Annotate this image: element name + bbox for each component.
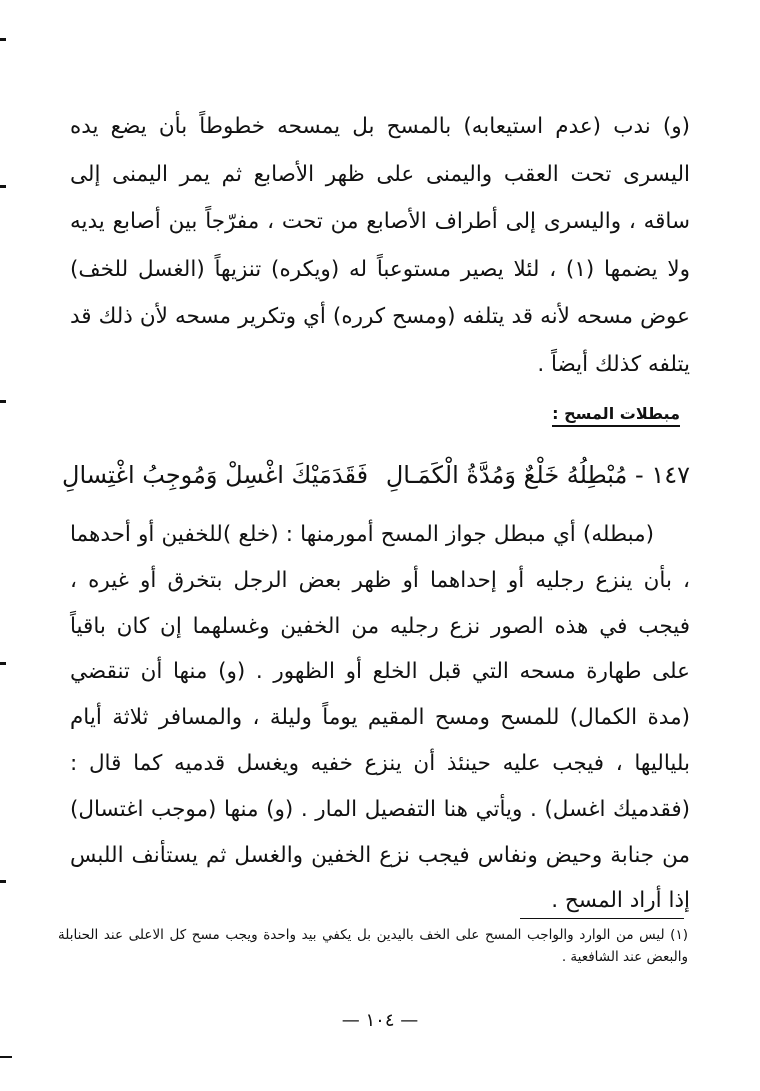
footnote: (١) ليس من الوارد والواجب المسح على الخف باليدين بل يكفي بيد واحدة ويجب مسح كل الاعلى عند الحنابلة والبعض عند الشافعية . (58, 927, 688, 965)
scan-edge-line (0, 1056, 12, 1058)
footnote-divider (520, 918, 684, 919)
verse-second-hemistich: فَقَدَمَيْكَ اغْسِلْ وَمُوجِبُ اغْتِسالِ (62, 461, 369, 489)
scan-edge-mark (0, 400, 6, 403)
section-heading: مبطلات المسح : (552, 404, 680, 427)
paragraph-commentary-2-text: (مبطله) أي مبطل جواز المسح أمورمنها : (خلع )للخفين أو أحدهما ، بأن ينزع رجليه أو إحداهما أو ظهر بعض الرجل بتخرق أو غيره ، فيجب في هذه الصور نزع رجليه من الخفين وغسلهما إن كان باقياً على طهارة مسحه التي قبل الخلع أو الظهور . (و) منها أن تنقضي (مدة الكمال) للمسح ومسح المقيم يوماً وليلة ، والمسافر ثلاثة أيام بلياليها ، فيجب عليه حينئذ أن ينزع خفيه ويغسل قدميه كما قال : (فقدميك اغسل) . ويأتي هنا التفصيل المار . (و) منها (موجب اغتسال) من جنابة وحيض ونفاس فيجب نزع الخفين والغسل ثم يستأنف اللبس إذا أراد المسح . (70, 522, 690, 914)
verse-first-hemistich: ١٤٧ - مُبْطِلُهُ خَلْعٌ وَمُدَّةُ الْكَمَـالِ (385, 461, 690, 489)
scan-edge-mark (0, 662, 6, 665)
paragraph-commentary-1: (و) ندب (عدم استيعابه) بالمسح بل يمسحه خطوطاً بأن يضع يده اليسرى تحت العقب واليمنى على ظهر الأصابع ثم يمر اليمنى إلى ساقه ، واليسرى إلى أطراف الأصابع من تحت ، مفرّجاً بين أصابع يديه ولا يضمها (١) ، لئلا يصير مستوعباً له (ويكره) تنزيهاً (الغسل للخف) عوض مسحه لأنه قد يتلفه (ومسح كرره) أي وتكرير مسحه لأن ذلك قد يتلفه كذلك أيضاً . (70, 114, 690, 377)
scan-edge-mark (0, 880, 6, 883)
paragraph-commentary-2 (70, 512, 690, 924)
verse-line (62, 453, 690, 497)
scan-edge-mark (0, 38, 6, 41)
scan-edge-mark (0, 185, 6, 188)
page-number: — ١٠٤ — (341, 1010, 419, 1031)
